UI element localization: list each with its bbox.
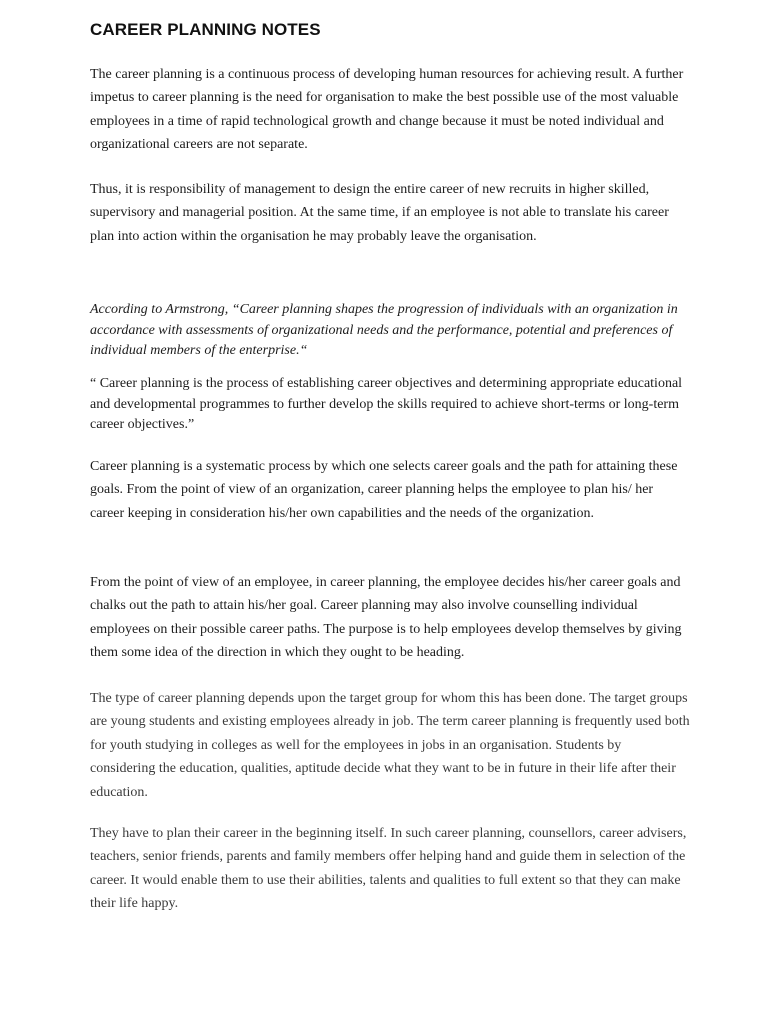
paragraph-systematic-process: Career planning is a systematic process by which one selects career goals and the path for attaining these goals. From the point of view of an organization, career planning helps the employee to plan his/ her career keeping in consideration his/her own capabilities and the needs of the organization. — [90, 459, 678, 521]
paragraph-target-groups: The type of career planning depends upon the target group for whom this has been done. The target groups are young students and existing employees already in job. The term career planning is frequently used both for youth studying in colleges as well for the employees in jobs in an organisation. Students by considering the education, qualities, aptitude decide what they want to be in future in their life after their education. — [90, 691, 690, 800]
document-title: CAREER PLANNING NOTES — [90, 20, 321, 39]
paragraph-armstrong-quote: According to Armstrong, “Career planning shapes the progression of individuals with an organization in accordance with assessments of organizational needs and the performance, potential and preferences of individual members of the enterprise.“ — [90, 302, 678, 359]
paragraph-employee-view: From the point of view of an employee, in career planning, the employee decides his/her career goals and chalks out the path to attain his/her goal. Career planning may also involve counselling individual employees on their possible career paths. The purpose is to help employees develop themselves by giving them some idea of the direction in which they ought to be heading. — [90, 575, 682, 661]
paragraph-students-planning: They have to plan their career in the beginning itself. In such career planning, counsellors, career advisers, teachers, senior friends, parents and family members offer helping hand and guide them in selection of the career. It would enable them to use their abilities, talents and qualities to full extent so that they can make their life happy. — [90, 826, 687, 912]
paragraph-management-responsibility: Thus, it is responsibility of management to design the entire career of new recruits in higher skilled, supervisory and managerial position. At the same time, if an employee is not able to translate his career plan into action within the organisation he may probably leave the organisation. — [90, 182, 669, 244]
paragraph-definition-quote: “ Career planning is the process of establishing career objectives and determining appropriate educational and developmental programmes to further develop the skills required to achieve short-terms or long-term career objectives.” — [90, 376, 683, 433]
paragraph-intro: The career planning is a continuous process of developing human resources for achieving result. A further impetus to career planning is the need for organisation to make the best possible use of the most valuable employees in a time of rapid technological growth and change because it must be noted individual and organizational careers are not separate. — [90, 67, 684, 153]
